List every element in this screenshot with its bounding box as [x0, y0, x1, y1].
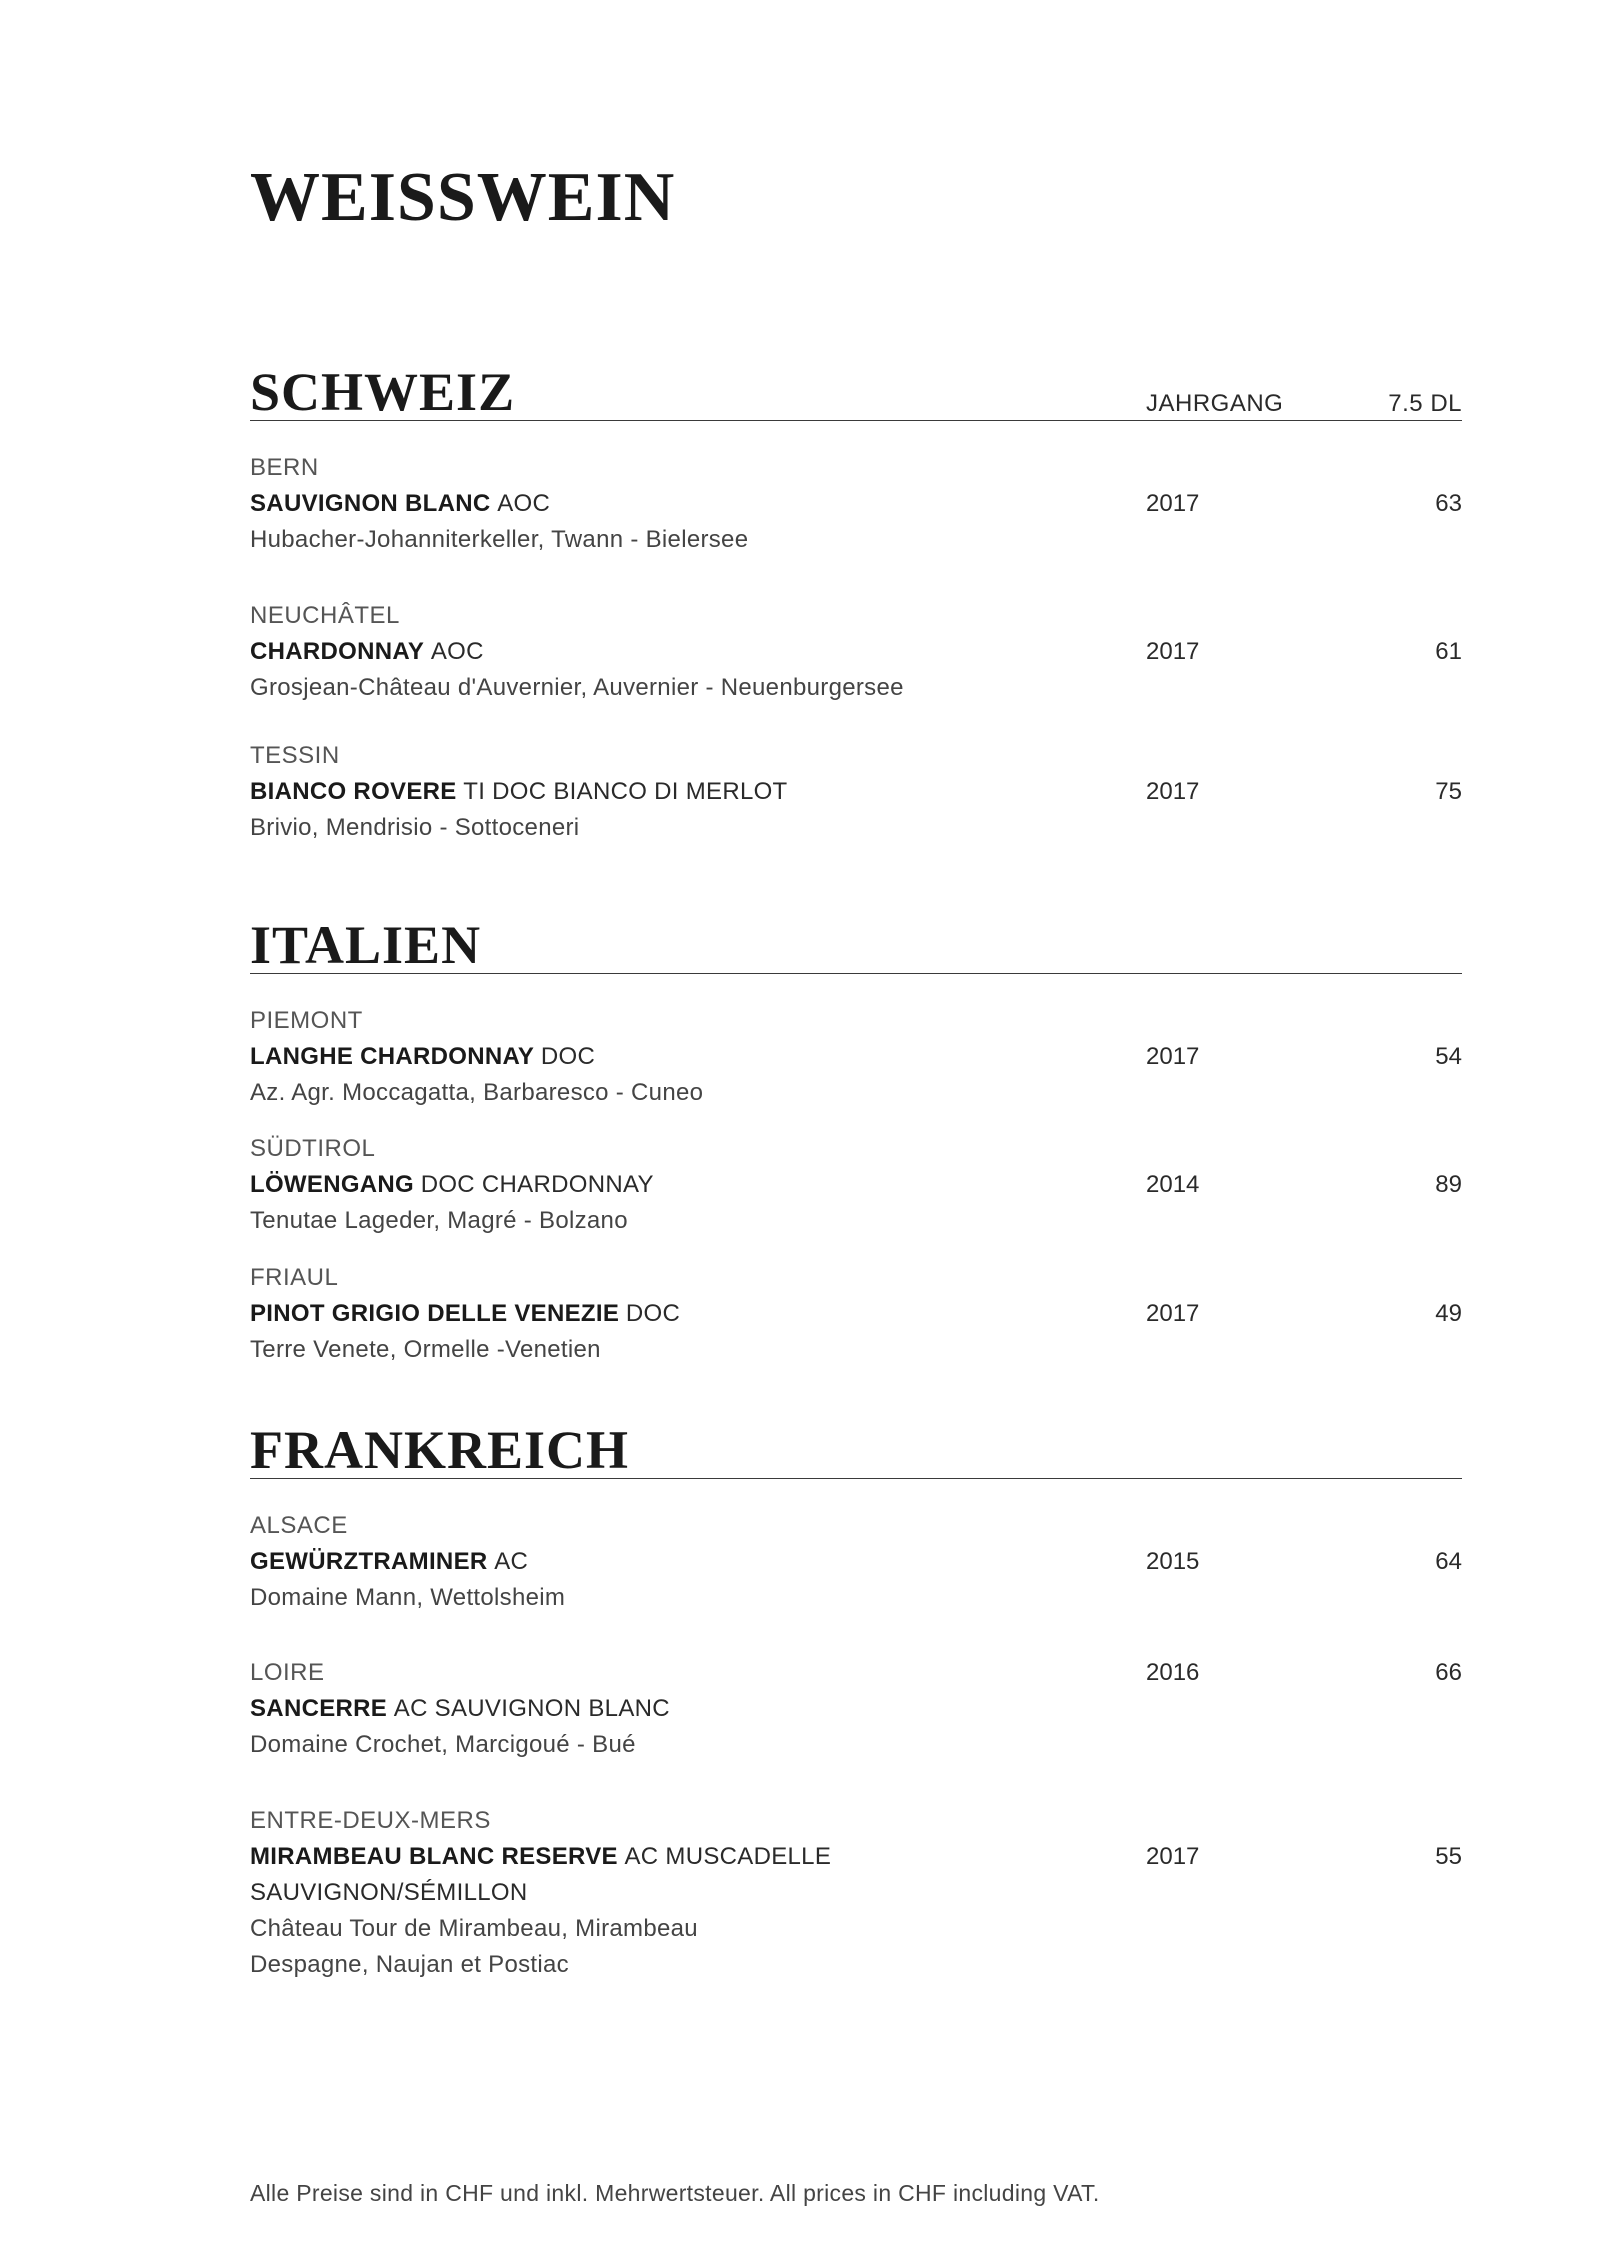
wine-producer: Despagne, Naujan et Postiac [250, 1951, 569, 1978]
wine-vintage: 2017 [1146, 638, 1200, 665]
wine-appellation: DOC CHARDONNAY [420, 1171, 654, 1198]
wine-entry [250, 598, 1462, 706]
wine-entry [250, 1655, 1462, 1763]
page-title: WEISSWEIN [250, 159, 676, 236]
wine-entry [250, 450, 1462, 558]
wine-producer: Hubacher-Johanniterkeller, Twann - Bielersee [250, 526, 749, 553]
wine-price: 64 [1435, 1548, 1462, 1575]
wine-region: SÜDTIROL [250, 1135, 376, 1162]
wine-price: 89 [1435, 1171, 1462, 1198]
wine-name: SAUVIGNON BLANC [250, 490, 491, 517]
wine-vintage: 2017 [1146, 1043, 1200, 1070]
wine-name: LANGHE CHARDONNAY [250, 1043, 535, 1070]
wine-producer: Terre Venete, Ormelle -Venetien [250, 1336, 601, 1363]
wine-vintage: 2017 [1146, 1300, 1200, 1327]
wine-region: BERN [250, 454, 319, 481]
section-title: FRANKREICH [250, 1420, 630, 1480]
wine-region: TESSIN [250, 742, 340, 769]
wine-producer: Domaine Mann, Wettolsheim [250, 1584, 566, 1611]
wine-price: 54 [1435, 1043, 1462, 1070]
wine-name: GEWÜRZTRAMINER [250, 1548, 488, 1575]
wine-vintage: 2017 [1146, 490, 1200, 517]
wine-region: PIEMONT [250, 1007, 363, 1034]
wine-name: SANCERRE [250, 1695, 388, 1722]
wine-producer: Domaine Crochet, Marcigoué - Bué [250, 1731, 636, 1758]
wine-name: PINOT GRIGIO DELLE VENEZIE [250, 1300, 620, 1327]
wine-producer: Château Tour de Mirambeau, Mirambeau [250, 1915, 698, 1942]
wine-entry [250, 1003, 1462, 1111]
wine-name: CHARDONNAY [250, 638, 425, 665]
section-italien [250, 915, 1462, 1363]
wine-region: ENTRE-DEUX-MERS [250, 1807, 491, 1834]
column-header-price: 7.5 DL [1388, 390, 1462, 417]
section-title: SCHWEIZ [250, 362, 516, 422]
section-schweiz [250, 362, 1462, 841]
wine-price: 66 [1435, 1659, 1462, 1686]
wine-appellation: TI DOC BIANCO DI MERLOT [463, 778, 788, 805]
wine-entry [250, 1803, 1462, 1983]
wine-appellation: AC SAUVIGNON BLANC [393, 1695, 670, 1722]
wine-vintage: 2014 [1146, 1171, 1200, 1198]
wine-region: FRIAUL [250, 1264, 339, 1291]
wine-region: LOIRE [250, 1659, 325, 1686]
wine-region: NEUCHÂTEL [250, 602, 400, 629]
wine-price: 63 [1435, 490, 1462, 517]
section-header [250, 362, 1462, 422]
wine-appellation: AOC [430, 638, 484, 665]
wine-producer: Grosjean-Château d'Auvernier, Auvernier - Neuenburgersee [250, 674, 904, 701]
wine-appellation: AC MUSCADELLE [624, 1843, 832, 1870]
wine-appellation-continued: SAUVIGNON/SÉMILLON [250, 1879, 528, 1906]
wine-name: BIANCO ROVERE [250, 778, 457, 805]
wine-vintage: 2016 [1146, 1659, 1200, 1686]
wine-entry [250, 1131, 1462, 1239]
wine-price: 61 [1435, 638, 1462, 665]
section-title: ITALIEN [250, 915, 482, 975]
wine-vintage: 2017 [1146, 1843, 1200, 1870]
wine-name: MIRAMBEAU BLANC RESERVE [250, 1843, 618, 1870]
section-frankreich [250, 1420, 1462, 1978]
section-header [250, 915, 1462, 975]
wine-producer: Tenutae Lageder, Magré - Bolzano [250, 1207, 628, 1234]
wine-vintage: 2017 [1146, 778, 1200, 805]
wine-price: 75 [1435, 778, 1462, 805]
wine-entry [250, 1260, 1462, 1368]
wine-price: 55 [1435, 1843, 1462, 1870]
section-header [250, 1420, 1462, 1480]
wine-name: LÖWENGANG [250, 1171, 415, 1198]
wine-vintage: 2015 [1146, 1548, 1200, 1575]
wine-appellation: AC [494, 1548, 529, 1575]
wine-region: ALSACE [250, 1512, 348, 1539]
wine-appellation: DOC [625, 1300, 681, 1327]
column-header-vintage: JAHRGANG [1146, 390, 1284, 417]
wine-producer: Az. Agr. Moccagatta, Barbaresco - Cuneo [250, 1079, 704, 1106]
wine-price: 49 [1435, 1300, 1462, 1327]
wine-entry [250, 738, 1462, 846]
wine-entry [250, 1508, 1462, 1616]
wine-producer: Brivio, Mendrisio - Sottoceneri [250, 814, 580, 841]
price-footnote: Alle Preise sind in CHF und inkl. Mehrwertsteuer. All prices in CHF including VAT. [250, 2180, 1100, 2206]
wine-appellation: DOC [540, 1043, 596, 1070]
wine-appellation: AOC [497, 490, 551, 517]
